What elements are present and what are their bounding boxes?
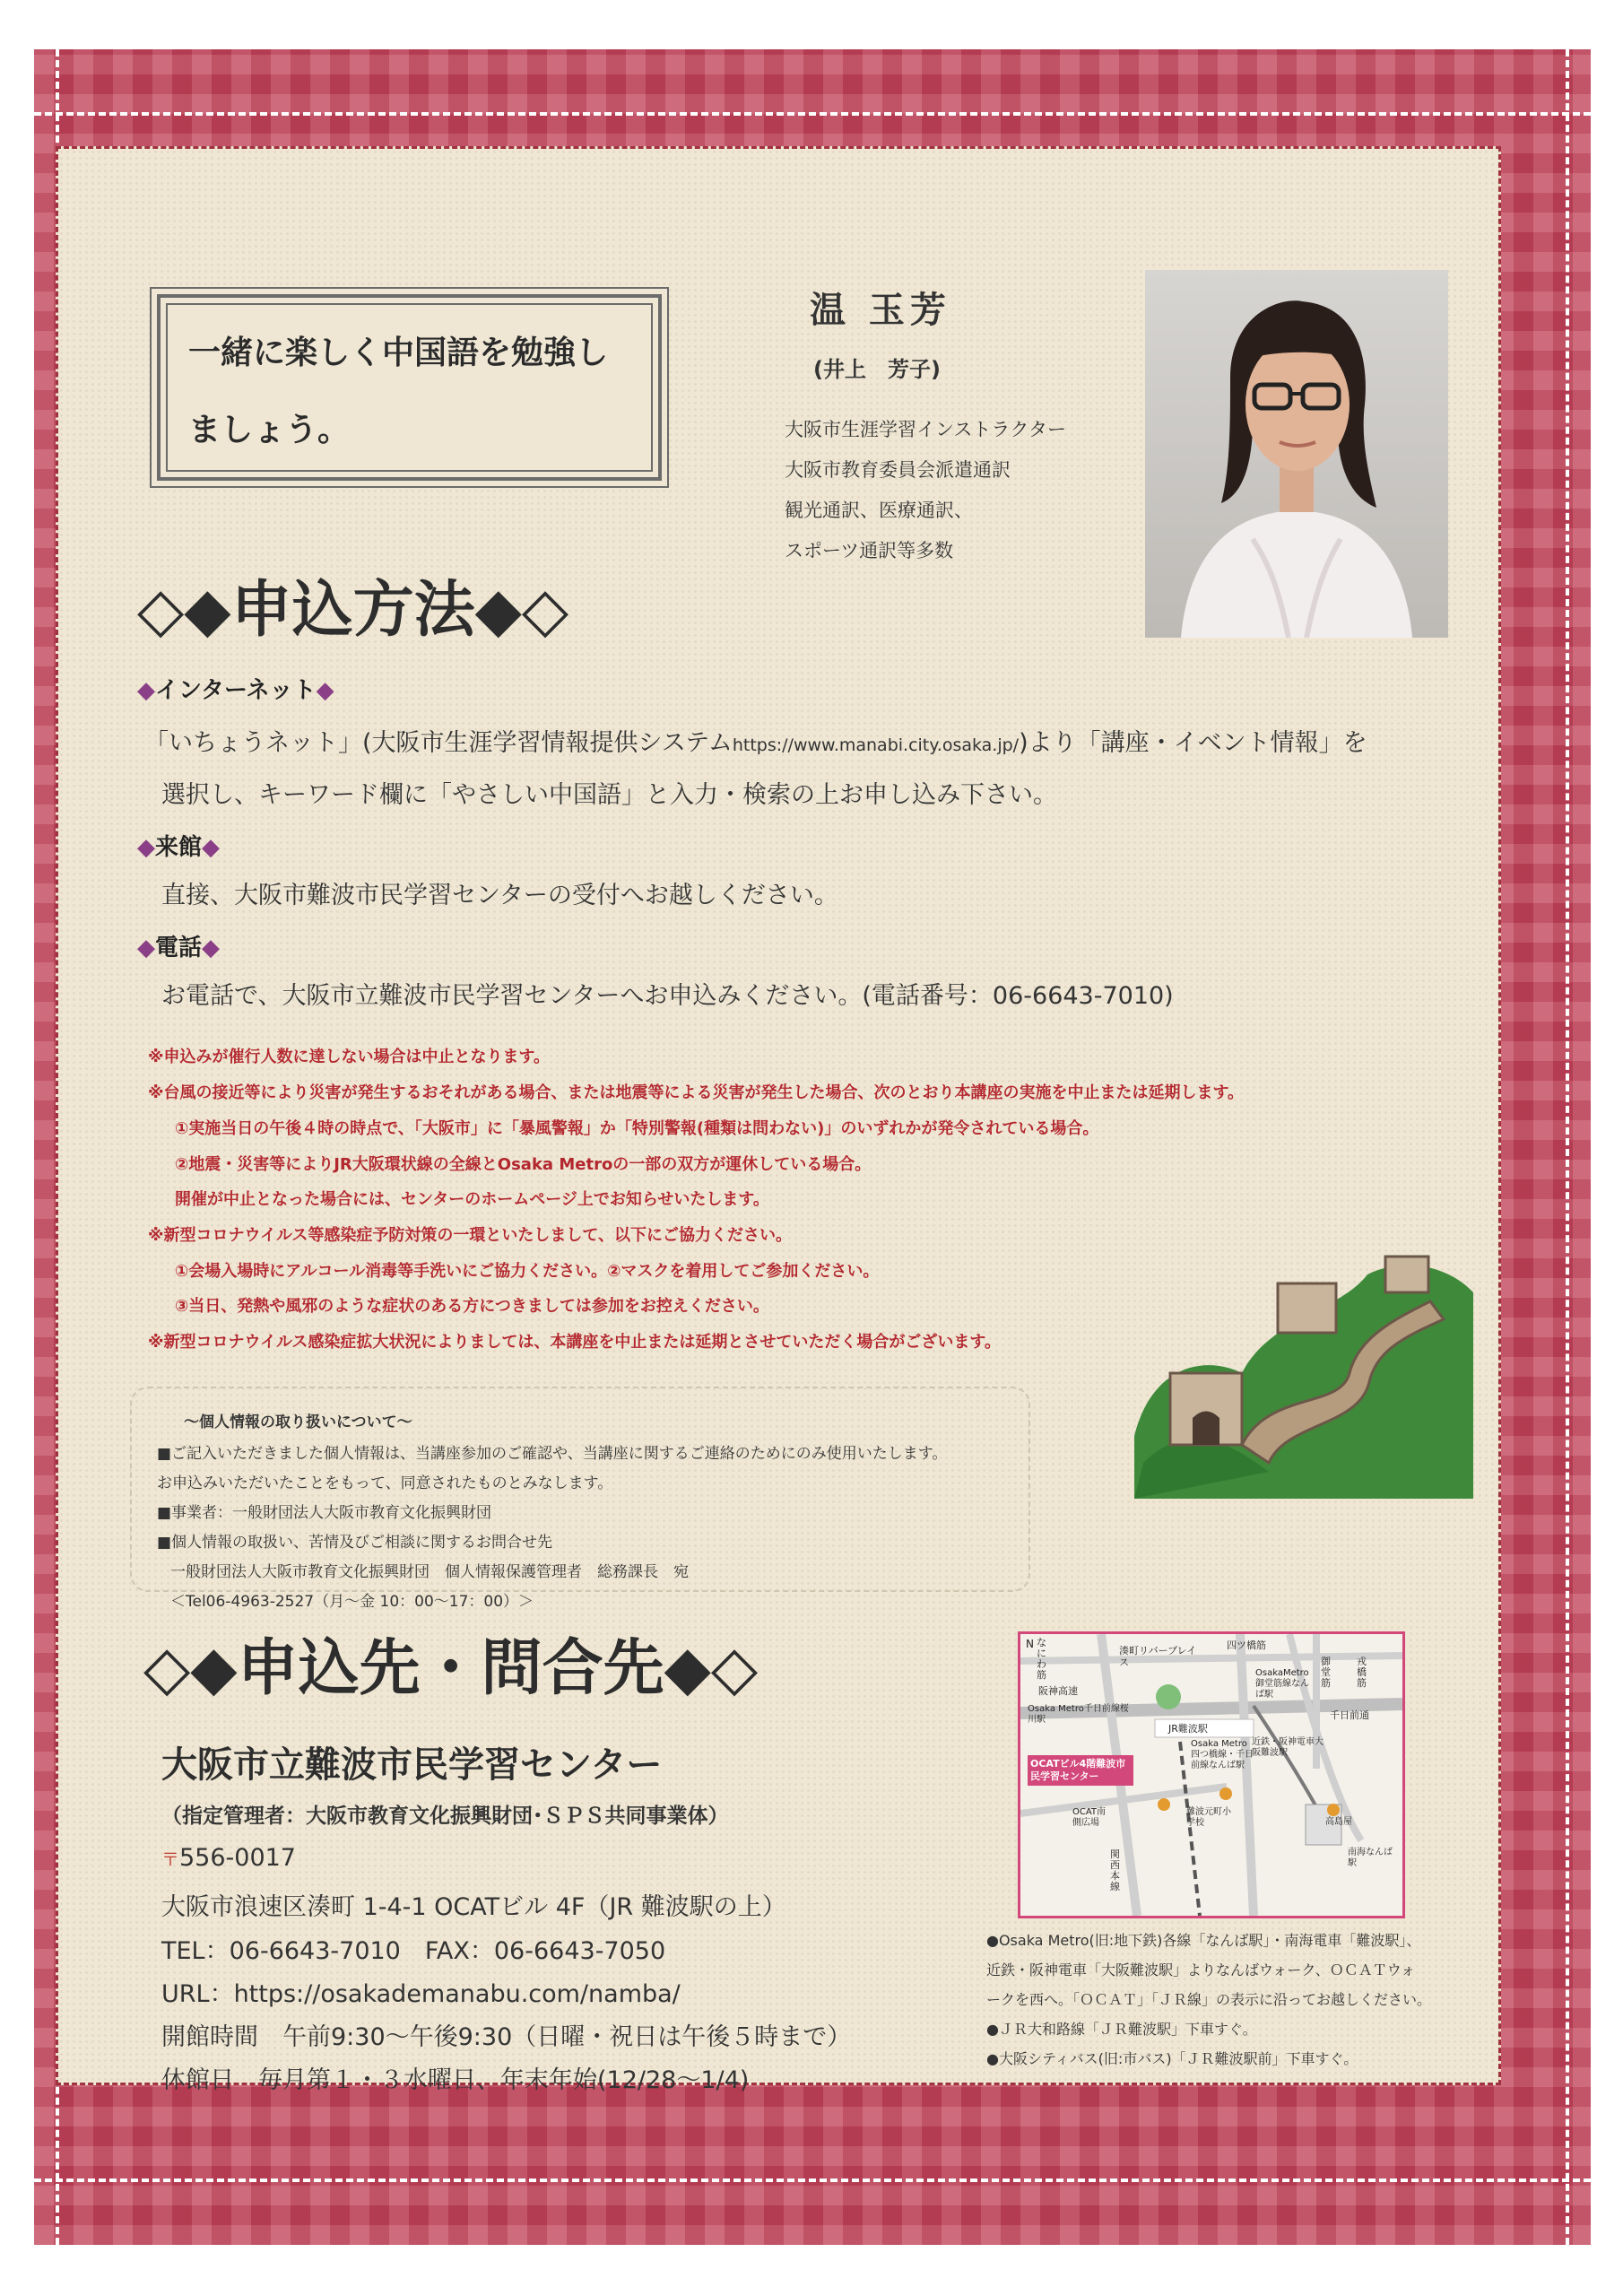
visit-text: 直接、大阪市難波市民学習センターの受付へお越しください。 (161, 882, 838, 909)
manabi-url-link[interactable]: https://www.manabi.city.osaka.jp/ (732, 735, 1020, 755)
flyer-body (56, 146, 1501, 2094)
access-line-2: 近鉄・阪神電車「大阪難波駅」よりなんばウォーク、ＯＣＡＴウォ (986, 1961, 1416, 1979)
manager-info: （指定管理者：大阪市教育文化振興財団･ＳＰＳ共同事業体） (161, 1805, 729, 1828)
diamond-icon: ◆ (202, 834, 221, 861)
note-5: 開催が中止となった場合には、センターのホームページ上でお知らせいたします。 (175, 1190, 769, 1209)
instructor-reading: (井上 芳子) (813, 357, 941, 382)
map-label-midosuji: 御堂筋 (1321, 1656, 1331, 1689)
headline: 一緒に楽しく中国語を勉強し ましょう。 (188, 335, 609, 448)
phone-text: お電話で、大阪市立難波市民学習センターへお申込みください。(電話番号：06-6643-7010) (161, 982, 1174, 1010)
privacy-line-5: 一般財団法人大阪市教育文化振興財団 個人情報保護管理者 総務課長 宛 (170, 1563, 689, 1581)
note-4: ②地震・災害等によりJR大阪環状線の全線とOsaka Metroの一部の双方が運休している場合。 (175, 1155, 872, 1174)
access-line-5: ●大阪シティバス(旧:市バス)「ＪＲ難波駅前」下車すぐ。 (986, 2050, 1358, 2067)
north-indicator: N (1026, 1638, 1034, 1650)
application-title: ◇◆申込方法◆◇ (137, 575, 569, 646)
right-stitch (1566, 49, 1569, 2245)
website-url[interactable]: URL：https://osakademanabu.com/namba/ (161, 1980, 681, 2008)
map-label-jr-namba: JR難波駅 (1168, 1723, 1208, 1735)
internet-text-2: 選択し、キーワード欄に「やさしい中国語」と入力・検索の上お申し込み下さい。 (161, 781, 1057, 809)
credential-4: スポーツ通訳等多数 (785, 540, 954, 561)
center-name: 大阪市立難波市民学習センター (161, 1744, 663, 1786)
map-label-sakuragawa: Osaka Metro千日前線桜川駅 (1028, 1704, 1129, 1725)
access-line-3: ークを西へ。「ＯＣＡＴ」「ＪＲ線」の表示に沿ってお越しください。 (986, 1991, 1432, 2008)
privacy-line-1: ■ご記入いただきました個人情報は、当講座参加のご確認や、当講座に関するご連絡のためにのみ使用いたします。 (157, 1445, 948, 1463)
note-8: ③当日、発熱や風邪のような症状のある方につきましては参加をお控えください。 (175, 1297, 769, 1316)
note-3: ①実施当日の午後４時の時点で、「大阪市」に「暴風警報」か「特別警報(種類は問わない)」のいずれかが発令されている場合。 (175, 1119, 1099, 1138)
opening-hours: 開館時間 午前9:30～午後9:30（日曜・祝日は午後５時まで） (161, 2023, 852, 2051)
note-7: ①会場入場時にアルコール消毒等手洗いにご協力ください。②マスクを着用してご参加ください。 (175, 1262, 880, 1281)
access-line-1: ●Osaka Metro(旧:地下鉄)各線「なんば駅」・南海電車「難波駅」、 (986, 1932, 1421, 1949)
instructor-photo (1145, 270, 1448, 638)
credential-3: 観光通訳、医療通訳、 (785, 500, 973, 521)
privacy-title: ～個人情報の取り扱いについて～ (184, 1413, 412, 1431)
great-wall-illustration (1134, 1239, 1475, 1499)
contact-title: ◇◆申込先・問合先◆◇ (143, 1633, 759, 1704)
credential-1: 大阪市生涯学習インストラクター (785, 419, 1066, 440)
postal-code: 〒556-0017 (161, 1844, 296, 1872)
internet-label: ◆インターネット◆ (137, 677, 334, 704)
map-label-sakaisuji: 戎橋筋 (1357, 1656, 1367, 1689)
map-label-yotsuhashi: 四ツ橋筋 (1227, 1639, 1266, 1651)
map-label-nankai: 南海なんば駅 (1348, 1848, 1393, 1868)
map-label-sennichimae: 千日前通 (1330, 1709, 1369, 1721)
privacy-line-2: お申込みいただいたことをもって、同意されたものとみなします。 (157, 1474, 613, 1492)
postal-mark-icon: 〒 (161, 1848, 179, 1870)
note-1: ※申込みが催行人数に達しない場合は中止となります。 (148, 1048, 551, 1066)
diamond-icon: ◆ (202, 935, 221, 961)
privacy-line-6: ＜Tel06-4963-2527（月～金 10：00～17：00）＞ (170, 1593, 534, 1611)
top-stitch (34, 112, 1591, 116)
map-label-metro-midosuji: OsakaMetro御堂筋線なんば駅 (1255, 1668, 1309, 1700)
diamond-icon: ◆ (137, 935, 155, 961)
tel-fax: TEL：06-6643-7010 FAX：06-6643-7050 (161, 1937, 666, 1965)
bottom-stitch (34, 2179, 1591, 2182)
map-label-metro-yotsubashi: Osaka Metro四つ橋線・千日前線なんば駅 (1191, 1739, 1254, 1770)
map-label-naniwasuji: なにわ筋 (1037, 1637, 1046, 1681)
map-label-kintetsu: 近鉄・阪神電車大阪難波駅 (1252, 1737, 1324, 1758)
credential-2: 大阪市教育委員会派遣通訳 (785, 459, 1011, 481)
note-2: ※台風の接近等により災害が発生するおそれがある場合、または地震等による災害が発生した場合、次のとおり本講座の実施を中止または延期します。 (148, 1083, 1245, 1102)
phone-label: ◆電話◆ (137, 935, 221, 961)
note-9: ※新型コロナウイルス感染症拡大状況によりましては、本講座を中止または延期とさせていただく場合がございます。 (148, 1333, 1001, 1352)
closed-days: 休館日 毎月第１・３水曜日、年末年始(12/28～1/4) (161, 2066, 750, 2094)
map-label-minatomachi: 湊町リバープレイス (1119, 1645, 1197, 1668)
portrait-illustration (1145, 270, 1448, 638)
diamond-icon: ◆ (137, 834, 155, 861)
map-label-ocat-plaza: OCAT南側広場 (1072, 1807, 1107, 1828)
access-map (1018, 1631, 1405, 1918)
map-label-kansai-line: 関西本線 (1110, 1848, 1120, 1892)
diamond-icon: ◆ (137, 677, 155, 704)
map-label-center: OCATビル4階難波市民学習センター (1028, 1755, 1133, 1786)
diamond-icon: ◆ (316, 677, 334, 704)
internet-text-1: 「いちょうネット」(大阪市生涯学習情報提供システムhttps://www.manabi.city.osaka.jp/)より「講座・イベント情報」を (144, 729, 1367, 757)
access-line-4: ●ＪＲ大和路線「ＪＲ難波駅」下車すぐ。 (986, 2021, 1257, 2038)
map-label-takashimaya: 高島屋 (1325, 1817, 1352, 1827)
privacy-line-3: ■事業者：一般財団法人大阪市教育文化振興財団 (157, 1504, 492, 1522)
privacy-line-4: ■個人情報の取扱い、苦情及びご相談に関するお問合せ先 (157, 1534, 553, 1552)
map-label-hanshin: 阪神高速 (1038, 1685, 1078, 1697)
map-label-namba-school: 難波元町小学校 (1186, 1807, 1231, 1828)
note-6: ※新型コロナウイルス等感染症予防対策の一環といたしまして、以下にご協力ください。 (148, 1226, 793, 1245)
instructor-name: 温 玉芳 (810, 290, 951, 331)
address: 大阪市浪速区湊町 1-4-1 OCATビル 4F（JR 難波駅の上） (161, 1893, 786, 1921)
visit-label: ◆来館◆ (137, 834, 221, 861)
